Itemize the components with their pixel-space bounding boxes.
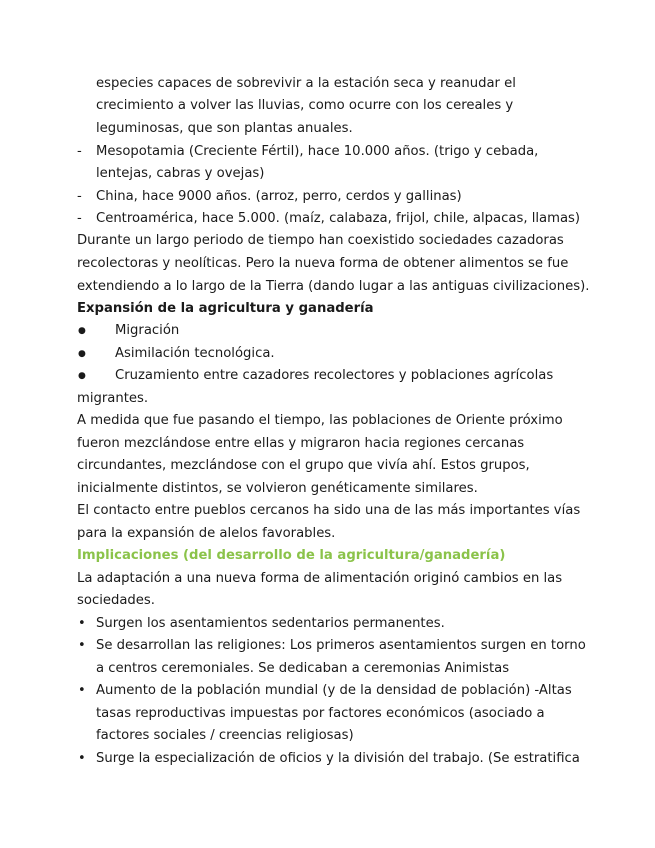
dash-marker: - — [77, 144, 82, 159]
paragraph-1-line-1: Durante un largo periodo de tiempo han coexistido sociedades cazadoras — [77, 233, 564, 248]
dash-marker: - — [77, 189, 82, 204]
paragraph-2-line-2: fueron mezclándose entre ellas y migraron hacia regiones cercanas — [77, 436, 525, 451]
paragraph-3-line-2: para la expansión de alelos favorables. — [77, 526, 336, 541]
bullet-item-poblacion-cont-2: factores sociales / creencias religiosas) — [96, 728, 354, 743]
bullet-marker: ● — [78, 349, 86, 359]
dash-item-mesopotamia: Mesopotamia (Creciente Fértil), hace 10.000 años. (trigo y cebada, — [96, 144, 539, 159]
dash-marker: - — [77, 211, 82, 226]
bullet-item-poblacion-cont-1: tasas reproductivas impuestas por factores económicos (asociado a — [96, 706, 545, 721]
bullet-marker: ● — [78, 326, 86, 336]
bullet-item-poblacion: Aumento de la población mundial (y de la densidad de población) -Altas — [96, 683, 572, 698]
bullet-item-asentamientos: Surgen los asentamientos sedentarios permanentes. — [96, 616, 445, 631]
paragraph-2-line-3: circundantes, mezclándose con el grupo que vivía ahí. Estos grupos, — [77, 458, 530, 473]
dash-item-mesopotamia-cont: lentejas, cabras y ovejas) — [96, 166, 265, 181]
paragraph-3-line-1: El contacto entre pueblos cercanos ha sido una de las más importantes vías — [77, 503, 581, 518]
expansion-item-cruzamiento: Cruzamiento entre cazadores recolectores y poblaciones agrícolas — [115, 368, 554, 383]
heading-implicaciones: Implicaciones (del desarrollo de la agricultura/ganadería) — [77, 548, 506, 563]
bullet-marker: • — [78, 638, 86, 653]
expansion-item-cruzamiento-cont: migrantes. — [77, 391, 149, 406]
heading-expansion: Expansión de la agricultura y ganadería — [77, 301, 374, 316]
intro-line-1: especies capaces de sobrevivir a la estación seca y reanudar el — [96, 76, 516, 91]
paragraph-2-line-4: inicialmente distintos, se volvieron genéticamente similares. — [77, 481, 478, 496]
dash-item-china: China, hace 9000 años. (arroz, perro, cerdos y gallinas) — [96, 189, 462, 204]
expansion-item-asimilacion: Asimilación tecnológica. — [115, 346, 275, 361]
bullet-item-especializacion: Surge la especialización de oficios y la división del trabajo. (Se estratifica — [96, 751, 580, 766]
bullet-marker: ● — [78, 371, 86, 381]
paragraph-4-line-2: sociedades. — [77, 593, 155, 608]
bullet-item-religiones: Se desarrollan las religiones: Los primeros asentamientos surgen en torno — [96, 638, 586, 653]
paragraph-2-line-1: A medida que fue pasando el tiempo, las poblaciones de Oriente próximo — [77, 413, 563, 428]
dash-item-centroamerica: Centroamérica, hace 5.000. (maíz, calabaza, frijol, chile, alpacas, llamas) — [96, 211, 581, 226]
bullet-marker: • — [78, 751, 86, 766]
paragraph-1-line-3: extendiendo a lo largo de la Tierra (dando lugar a las antiguas civilizaciones). — [77, 279, 590, 294]
paragraph-4-line-1: La adaptación a una nueva forma de alimentación originó cambios en las — [77, 571, 563, 586]
bullet-marker: • — [78, 616, 86, 631]
bullet-marker: • — [78, 683, 86, 698]
intro-line-2: crecimiento a volver las lluvias, como ocurre con los cereales y — [96, 98, 514, 113]
expansion-item-migracion: Migración — [115, 323, 180, 338]
bullet-item-religiones-cont: a centros ceremoniales. Se dedicaban a ceremonias Animistas — [96, 661, 510, 676]
intro-line-3: leguminosas, que son plantas anuales. — [96, 121, 353, 136]
paragraph-1-line-2: recolectoras y neolíticas. Pero la nueva forma de obtener alimentos se fue — [77, 256, 569, 271]
